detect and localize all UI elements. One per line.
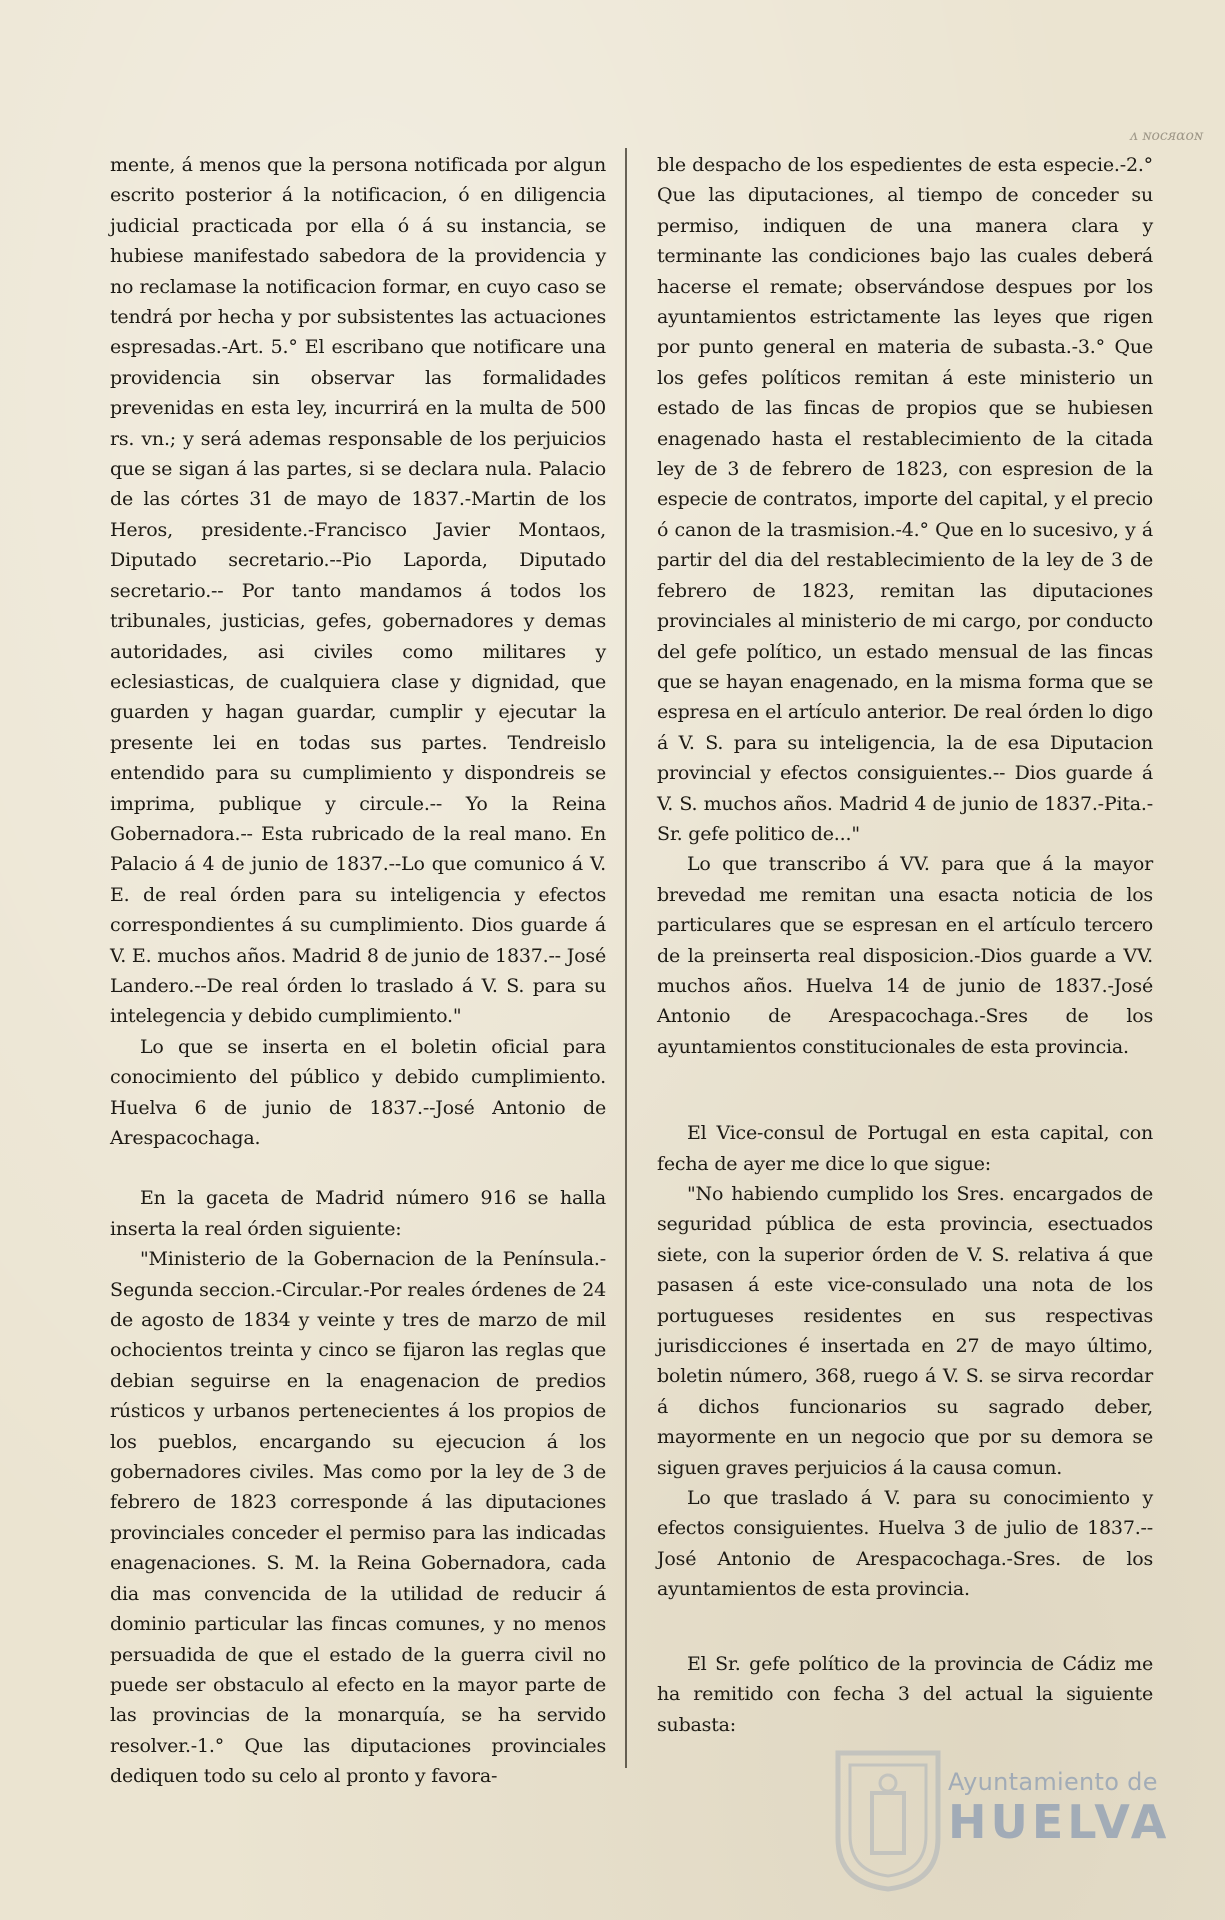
left-paragraph-1: mente, á menos que la persona notificada por algun escrito posterior á la notificacion, ó en diligencia judicial practicada por ella ó á su instancia, se hubiese manifestado sabedora de la providencia y no reclamase la notificacion formar, en cuyo caso se tendrá por hecha y por subsistentes las actuaciones espresadas.-Art. 5.° El escribano que notificare una providencia sin observar las formalidades prevenidas en esta ley, incurrirá en la multa de 500 rs. vn.; y será ademas responsable de los perjuicios que se sigan á las partes, si se declara nula. Palacio de las córtes 31 de mayo de 1837.-Martin de los Heros, presidente.-Francisco Javier Montaos, Diputado secretario.--Pio Laporda, Diputado secretario.-- Por tanto mandamos á todos los tribunales, justicias, gefes, gobernadores y demas autoridades, asi civiles como militares y eclesiasticas, de cualquiera clase y dignidad, que guarden y hagan guardar, cumplir y ejecutar la presente lei en todas sus partes. Tendreislo entendido para su cumplimiento y dispondreis se imprima, publique y circule.-- Yo la Reina Gobernadora.-- Esta rubricado de la real mano. En Palacio á 4 de junio de 1837.--Lo que comunico á V. E. de real órden para su inteligencia y efectos correspondientes á su cumplimiento. Dios guarde á V. E. muchos años. Madrid 8 de junio de 1837.-- José Landero.--De real órden lo traslado á V. S. para su intelegencia y debido cumplimiento." (110, 154, 606, 1028)
left-paragraph-4: "Ministerio de la Gobernacion de la Península.-Segunda seccion.-Circular.-Por reales órdenes de 24 de agosto de 1834 y veinte y tres de marzo de mil ochocientos treinta y cinco se fijaron las reglas que debian seguirse en la enagenacion de predios rústicos y urbanos pertenecientes á los propios de los pueblos, encargando su ejecucion á los gobernadores civiles. Mas como por la ley de 3 de febrero de 1823 corresponde á las diputaciones provinciales conceder el permiso para las indicadas enagenaciones. S. M. la Reina Gobernadora, cada dia mas convencida de la utilidad de reducir á dominio particular las fincas comunes, y no menos persuadida de que el estado de la guerra civil no puede ser obstaculo al efecto en la mayor parte de las provincias de la monarquía, se ha servido resolver.-1.° Que las diputaciones provinciales dediquen todo su celo al pronto y favora- (110, 1248, 606, 1788)
watermark-line-2: HUELVA (948, 1795, 1171, 1849)
right-column (657, 150, 1153, 1740)
right-paragraph-6: El Sr. gefe político de la provincia de Cádiz me ha remitido con fecha 3 del actual la siguiente subasta: (657, 1652, 1153, 1736)
column-divider (625, 148, 627, 1768)
right-paragraph-3: El Vice-consul de Portugal en esta capital, con fecha de ayer me dice lo que sigue: (657, 1122, 1153, 1175)
bleed-through-text: ᴧ ɴᴏⅽᴙɑᴏɴ (1130, 128, 1203, 144)
left-column (110, 150, 606, 1792)
right-paragraph-5: Lo que traslado á V. para su conocimiento y efectos consiguientes. Huelva 3 de julio de 1837.-- José Antonio de Arespacochaga.-Sres. de los ayuntamientos de esta provincia. (657, 1487, 1153, 1601)
left-paragraph-2: Lo que se inserta en el boletin oficial para conocimiento del público y debido cumplimiento. Huelva 6 de junio de 1837.--José Antonio de Arespacochaga. (110, 1035, 606, 1149)
ayuntamiento-watermark (948, 1768, 1198, 1848)
city-seal-watermark (828, 1743, 948, 1893)
right-paragraph-1: ble despacho de los espedientes de esta especie.-2.° Que las diputaciones, al tiempo de conceder su permiso, indiquen de una manera clara y terminante las condiciones bajo las cuales deberá hacerse el remate; observándose despues por los ayuntamientos estrictamente las leyes que rigen por punto general en materia de subasta.-3.° Que los gefes políticos remitan á este ministerio un estado de las fincas de propios que se hubiesen enagenado hasta el restablecimiento de la citada ley de 3 de febrero de 1823, con espresion de la especie de contratos, importe del capital, y el precio ó canon de la trasmision.-4.° Que en lo sucesivo, y á partir del dia del restablecimiento de la ley de 3 de febrero de 1823, remitan las diputaciones provinciales al ministerio de mi cargo, por conducto del gefe político, un estado mensual de las fincas que se hayan enagenado, en la misma forma que se espresa en el artículo anterior. De real órden lo digo á V. S. para su inteligencia, la de esa Diputacion provincial y efectos consiguientes.-- Dios guarde á V. S. muchos años. Madrid 4 de junio de 1837.-Pita.-Sr. gefe politico de..." (657, 154, 1153, 845)
right-paragraph-4: "No habiendo cumplido los Sres. encargados de seguridad pública de esta provincia, esectuados siete, con la superior órden de V. S. relativa á que pasasen á este vice-consulado una nota de los portugueses residentes en sus respectivas jurisdicciones é insertada en 27 de mayo último, boletin número, 368, ruego á V. S. se sirva recordar á dichos funcionarios su sagrado deber, mayormente en un negocio que por su demora se siguen graves perjuicios á la causa comun. (657, 1183, 1153, 1479)
watermark-line-1: Ayuntamiento de (948, 1768, 1158, 1796)
right-paragraph-2: Lo que transcribo á VV. para que á la mayor brevedad me remitan una esacta noticia de los particulares que se espresan en el artículo tercero de la preinserta real disposicion.-Dios guarde a VV. muchos años. Huelva 14 de junio de 1837.-José Antonio de Arespacochaga.-Sres de los ayuntamientos constitucionales de esta provincia. (657, 853, 1153, 1058)
left-paragraph-3: En la gaceta de Madrid número 916 se halla inserta la real órden siguiente: (110, 1187, 606, 1240)
